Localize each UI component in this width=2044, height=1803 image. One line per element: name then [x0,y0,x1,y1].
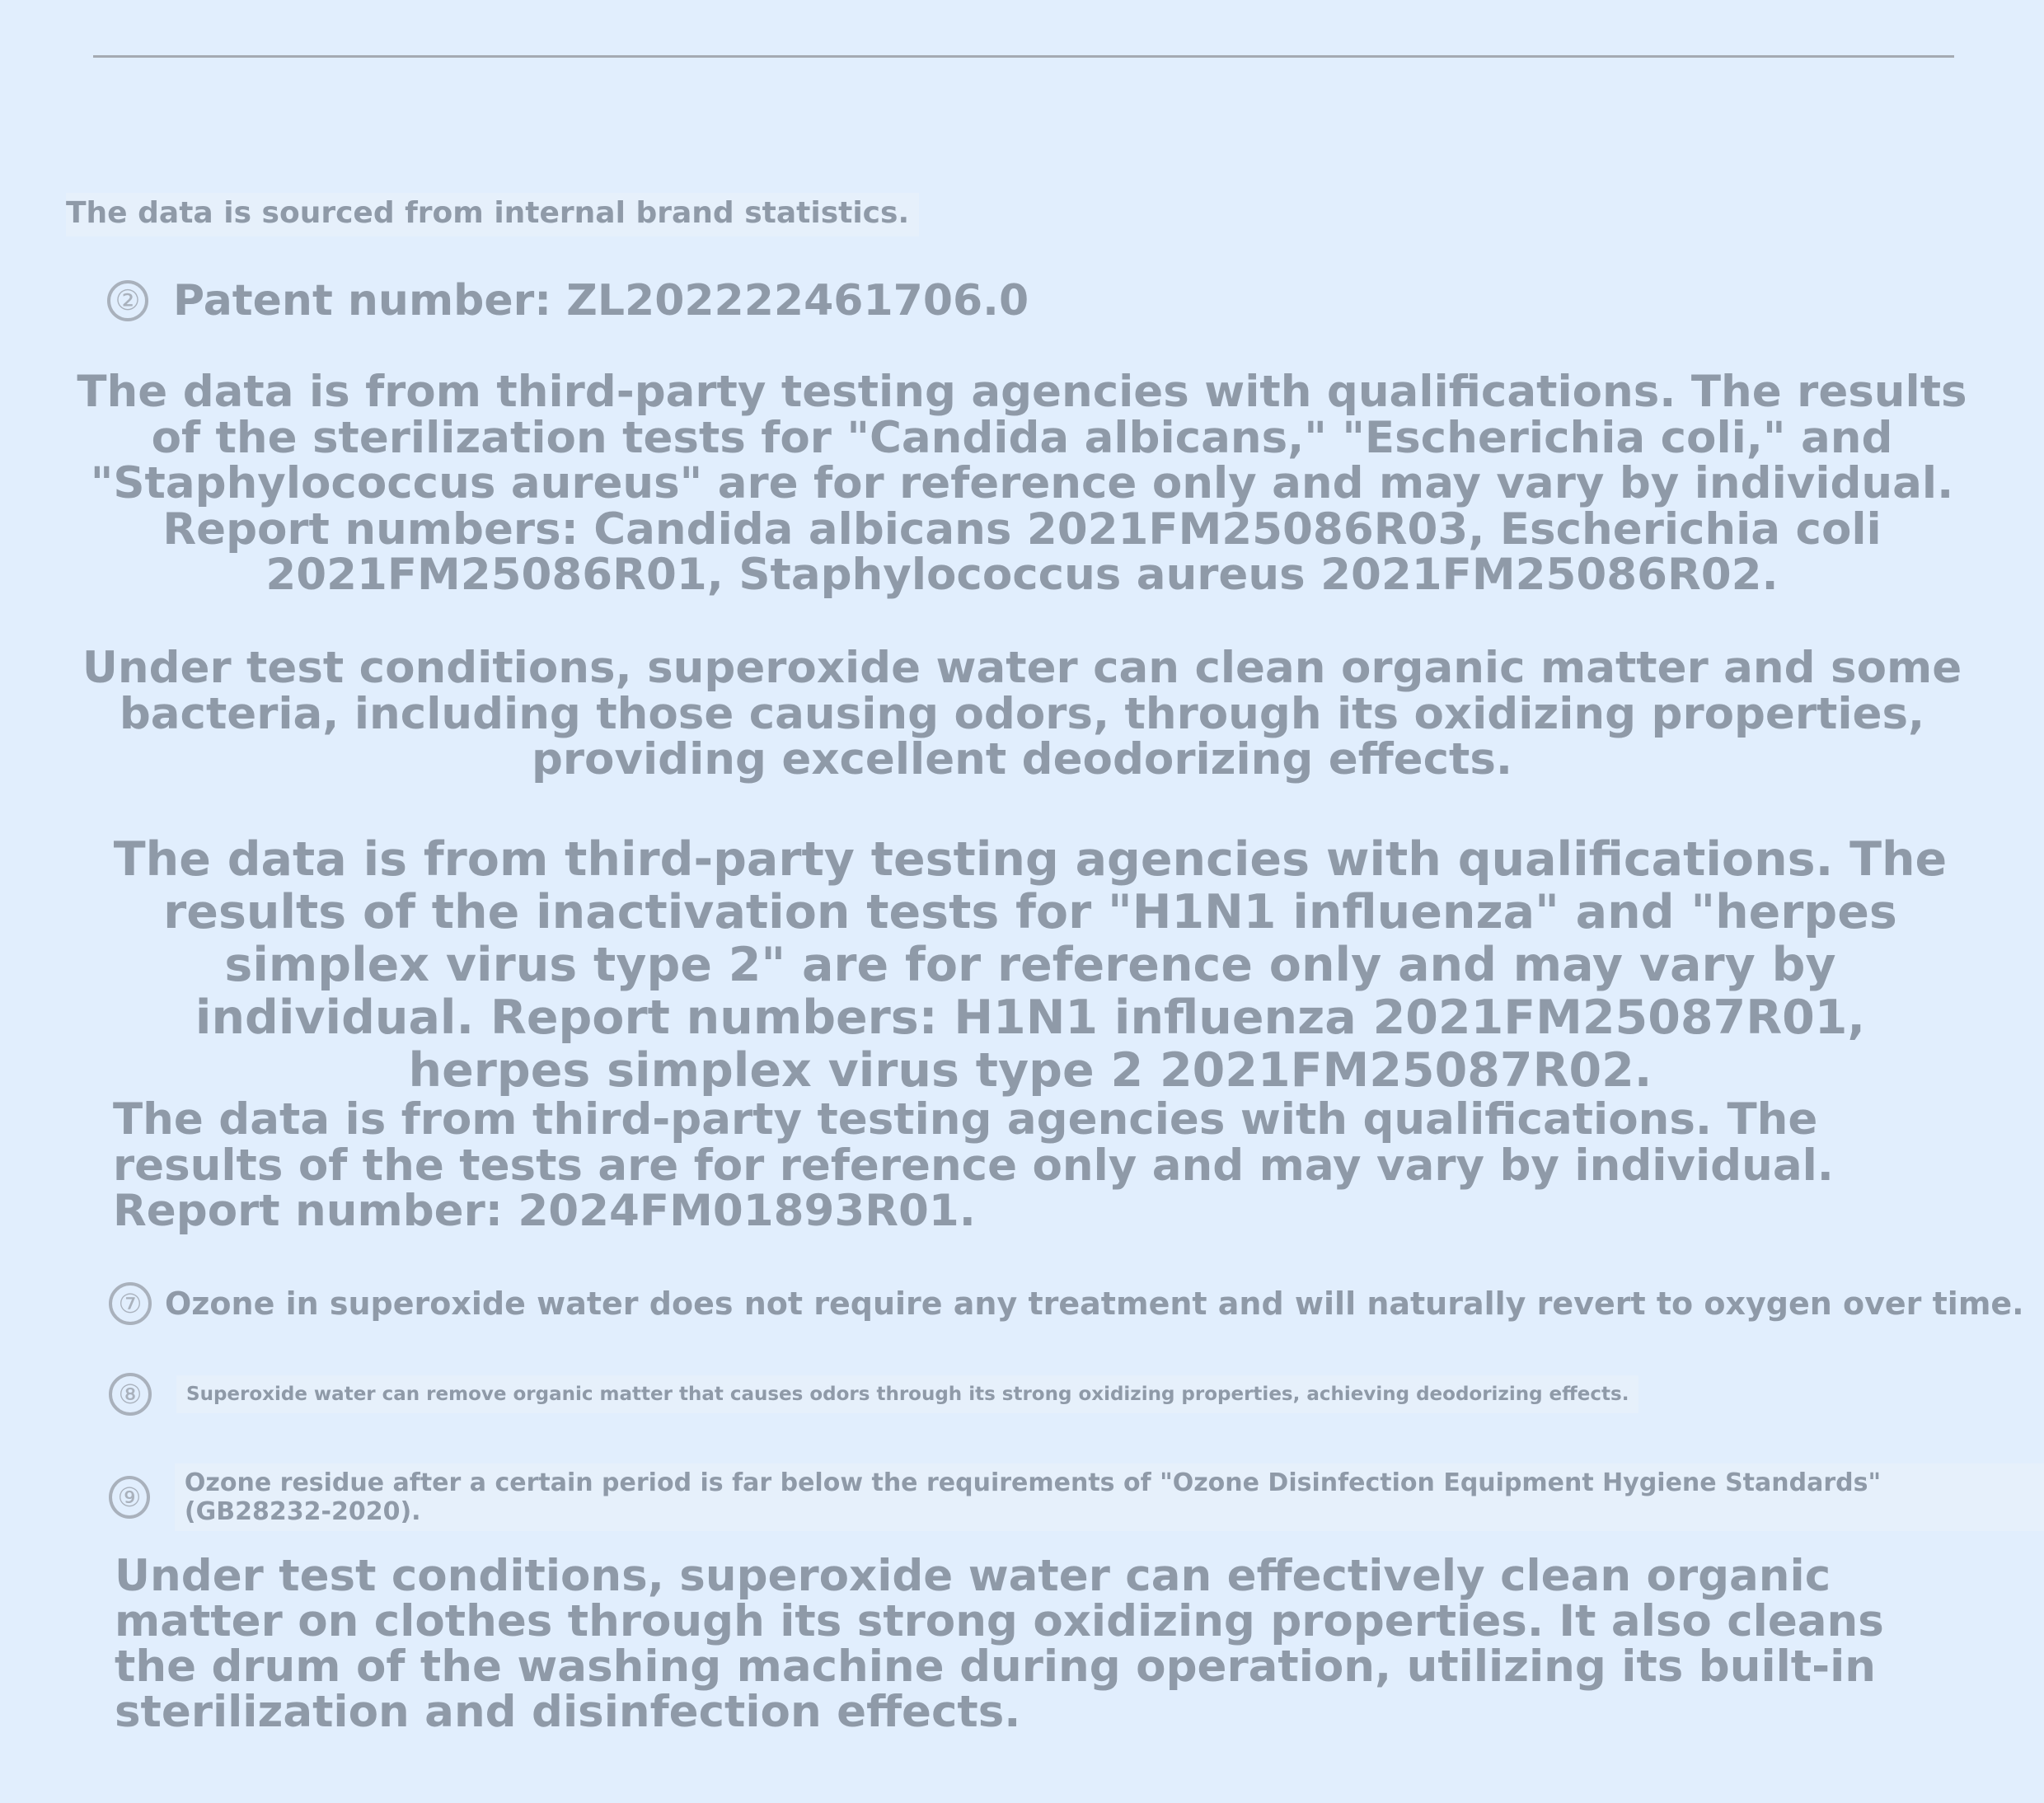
note-9-text: Ozone residue after a certain period is far below the requirements of "Ozone Disinfection Equipment Hygiene Standards" (GB28232-2020). [175,1463,2044,1531]
number-9-icon: ⑨ [109,1476,150,1519]
patent-number: Patent number: ZL202222461706.0 [173,276,1029,325]
deodorizing-disclaimer: Under test conditions, superoxide water can clean organic matter and some bacteria, including those causing odors, through its oxidizing properties, providing excellent deodorizing effects. [82,643,1962,784]
laundry-disclaimer: Under test conditions, superoxide water can effectively clean organic matter on clothes through its strong oxidizing properties. It also cleans the drum of the washing machine during operation, utilizing its built-in sterilization and disinfection effects. [115,1551,1884,1737]
top-divider [93,55,1954,58]
note-8-text: Superoxide water can remove organic matter that causes odors through its strong oxidizing properties, achieving deodorizing effects. [176,1375,1638,1413]
number-8-icon: ⑧ [109,1373,152,1416]
note-8 [109,1373,1638,1416]
note-7 [109,1282,2024,1325]
sterilization-disclaimer: The data is from third-party testing agencies with qualifications. The results of the sterilization tests for "Candida albicans," "Escherichia coli," and "Staphylococcus aureus" are for reference only and may vary by individual. Report numbers: Candida albicans 2021FM25086R03, Escherichia coli 2021FM25086R01, Staphylococcus aureus 2021FM25086R02. [77,367,1967,600]
patent-line [107,276,1029,325]
source-note: The data is sourced from internal brand statistics. [66,193,919,236]
note-7-text: Ozone in superoxide water does not require any treatment and will naturally revert to oxygen over time. [165,1286,2024,1322]
general-test-disclaimer: The data is from third-party testing agencies with qualifications. The results of the tests are for reference only and may vary by individual. Report number: 2024FM01893R01. [113,1094,1834,1236]
note-9 [109,1463,2044,1531]
inactivation-disclaimer: The data is from third-party testing agencies with qualifications. The results of the inactivation tests for "H1N1 influenza" and "herpes simplex virus type 2" are for reference only and may vary by individual. Report numbers: H1N1 influenza 2021FM25087R01, herpes simplex virus type 2 2021FM25087R02. [113,832,1948,1098]
number-2-icon: ② [107,280,148,321]
number-7-icon: ⑦ [109,1282,152,1325]
